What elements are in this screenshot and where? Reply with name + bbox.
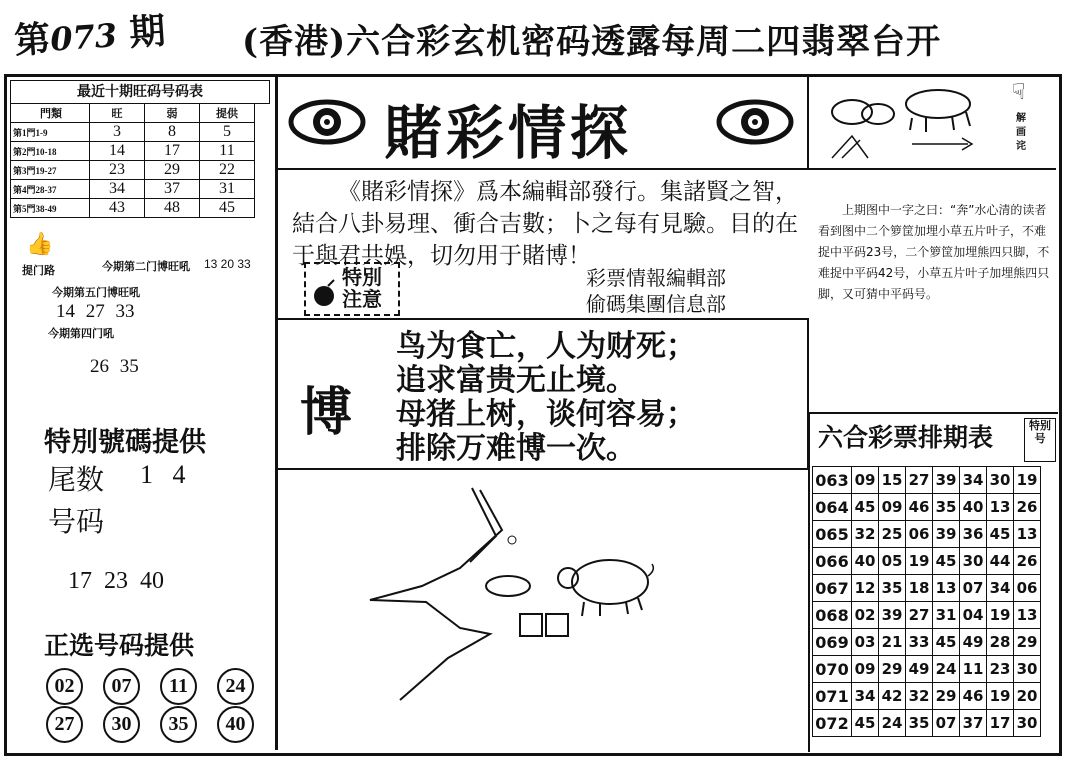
table-cell: 22 bbox=[200, 161, 255, 180]
number-cell: 32 bbox=[906, 683, 933, 710]
table-cell: 48 bbox=[145, 199, 200, 218]
number-cell: 30 bbox=[1014, 656, 1041, 683]
period-cell: 064 bbox=[813, 494, 852, 521]
period-cell: 067 bbox=[813, 575, 852, 602]
number-cell: 46 bbox=[906, 494, 933, 521]
issue-prefix: 第 bbox=[12, 17, 52, 63]
number-cell: 27 bbox=[906, 467, 933, 494]
table-cell: 第2門10-18 bbox=[11, 142, 90, 161]
number-cell: 19 bbox=[987, 602, 1014, 629]
table-row bbox=[11, 180, 255, 199]
poem-line: 排除万难博一次。 bbox=[396, 431, 636, 466]
table-row bbox=[11, 199, 255, 218]
number-cell: 06 bbox=[1014, 575, 1041, 602]
line3-label: 今期第四门吼 bbox=[48, 327, 114, 340]
table-row bbox=[11, 142, 255, 161]
schedule-title: 六合彩票排期表 bbox=[818, 423, 994, 452]
number-cell: 13 bbox=[1014, 521, 1041, 548]
main-number: 35 bbox=[160, 706, 197, 743]
poem-line: 追求富贵无止境。 bbox=[396, 363, 636, 398]
number-cell: 09 bbox=[852, 467, 879, 494]
number-cell: 28 bbox=[987, 629, 1014, 656]
number-cell: 26 bbox=[1014, 548, 1041, 575]
number-cell: 35 bbox=[906, 710, 933, 737]
bomb-icon bbox=[310, 278, 340, 308]
number-cell: 21 bbox=[879, 629, 906, 656]
number-cell: 39 bbox=[933, 521, 960, 548]
tail-numbers: 1 4 bbox=[140, 460, 186, 489]
number-cell: 04 bbox=[960, 602, 987, 629]
number-cell: 30 bbox=[1014, 710, 1041, 737]
number-cell: 03 bbox=[852, 629, 879, 656]
table-cell: 31 bbox=[200, 180, 255, 199]
main-number: 07 bbox=[103, 668, 140, 705]
number-cell: 17 bbox=[987, 710, 1014, 737]
main-number: 30 bbox=[103, 706, 140, 743]
dept-2: 偷碼集團信息部 bbox=[586, 292, 726, 316]
number-cell: 09 bbox=[852, 656, 879, 683]
hot-table-caption: 最近十期旺码号码表 bbox=[10, 80, 270, 104]
main-title: 正选号码提供 bbox=[44, 631, 195, 660]
period-cell: 068 bbox=[813, 602, 852, 629]
number-cell: 45 bbox=[852, 494, 879, 521]
table-header-row bbox=[11, 104, 255, 123]
riddle-illustration bbox=[812, 78, 992, 164]
hot-number-table bbox=[10, 103, 255, 218]
table-cell: 第4門28-37 bbox=[11, 180, 90, 199]
number-cell: 13 bbox=[1014, 602, 1041, 629]
number-cell: 29 bbox=[1014, 629, 1041, 656]
table-row bbox=[11, 161, 255, 180]
table-cell: 37 bbox=[145, 180, 200, 199]
number-cell: 11 bbox=[960, 656, 987, 683]
number-cell: 19 bbox=[906, 548, 933, 575]
number-cell: 40 bbox=[852, 548, 879, 575]
eye-icon bbox=[716, 96, 794, 148]
pointing-hand-icon: ☟ bbox=[1012, 80, 1026, 105]
number-cell: 35 bbox=[933, 494, 960, 521]
table-cell: 第5門38-49 bbox=[11, 199, 90, 218]
table-row bbox=[11, 123, 255, 142]
number-cell: 06 bbox=[906, 521, 933, 548]
tail-label: 尾数 bbox=[48, 463, 105, 496]
period-cell: 066 bbox=[813, 548, 852, 575]
issue-number: 073 bbox=[49, 16, 119, 59]
number-cell: 44 bbox=[987, 548, 1014, 575]
number-cell: 40 bbox=[960, 494, 987, 521]
table-cell: 8 bbox=[145, 123, 200, 142]
number-cell: 19 bbox=[987, 683, 1014, 710]
line2-label: 今期第五门博旺吼 bbox=[52, 286, 140, 299]
number-cell: 34 bbox=[960, 467, 987, 494]
line1-numbers: 13 20 33 bbox=[204, 257, 251, 271]
period-cell: 071 bbox=[813, 683, 852, 710]
table-row bbox=[813, 656, 1041, 683]
main-number: 40 bbox=[217, 706, 254, 743]
issue-suffix: 期 bbox=[127, 9, 167, 55]
number-cell: 45 bbox=[852, 710, 879, 737]
number-cell: 27 bbox=[906, 602, 933, 629]
number-cell: 45 bbox=[987, 521, 1014, 548]
number-cell: 49 bbox=[906, 656, 933, 683]
main-number: 11 bbox=[160, 668, 197, 705]
number-cell: 15 bbox=[879, 467, 906, 494]
table-row bbox=[813, 683, 1041, 710]
table-cell: 11 bbox=[200, 142, 255, 161]
poem bbox=[396, 330, 696, 466]
table-cell: 45 bbox=[200, 199, 255, 218]
column-header: 提供 bbox=[200, 104, 255, 123]
period-cell: 065 bbox=[813, 521, 852, 548]
number-cell: 12 bbox=[852, 575, 879, 602]
line3-numbers: 26 35 bbox=[90, 356, 139, 377]
number-cell: 37 bbox=[960, 710, 987, 737]
number-cell: 13 bbox=[987, 494, 1014, 521]
thumbs-up-icon: 👍 bbox=[26, 232, 54, 257]
table-cell: 3 bbox=[90, 123, 145, 142]
poem-line: 母猪上树，谈何容易； bbox=[396, 397, 696, 432]
hao-label: 号码 bbox=[48, 505, 105, 538]
number-cell: 29 bbox=[879, 656, 906, 683]
number-cell: 42 bbox=[879, 683, 906, 710]
number-cell: 30 bbox=[960, 548, 987, 575]
table-cell: 29 bbox=[145, 161, 200, 180]
main-numbers-row1 bbox=[46, 668, 276, 705]
number-cell: 39 bbox=[879, 602, 906, 629]
schedule-special-header: 特别号 bbox=[1024, 418, 1056, 462]
poem-line: 鸟为食亡，人为财死； bbox=[396, 329, 696, 364]
main-number: 24 bbox=[217, 668, 254, 705]
period-cell: 072 bbox=[813, 710, 852, 737]
number-cell: 45 bbox=[933, 629, 960, 656]
number-cell: 18 bbox=[906, 575, 933, 602]
number-cell: 26 bbox=[1014, 494, 1041, 521]
number-cell: 35 bbox=[879, 575, 906, 602]
table-cell: 23 bbox=[90, 161, 145, 180]
period-cell: 069 bbox=[813, 629, 852, 656]
number-cell: 20 bbox=[1014, 683, 1041, 710]
issue-label bbox=[12, 3, 167, 64]
main-number: 27 bbox=[46, 706, 83, 743]
table-row bbox=[813, 602, 1041, 629]
table-row bbox=[813, 575, 1041, 602]
bo-character: 博 bbox=[300, 382, 353, 443]
pig-tree-illustration bbox=[330, 478, 690, 718]
number-cell: 45 bbox=[933, 548, 960, 575]
page-title: (香港)六合彩玄机密码透露每周二四翡翠台开 bbox=[242, 22, 942, 62]
table-cell: 第3門19-27 bbox=[11, 161, 90, 180]
eye-icon bbox=[288, 96, 366, 148]
number-cell: 02 bbox=[852, 602, 879, 629]
table-cell: 34 bbox=[90, 180, 145, 199]
table-row bbox=[813, 710, 1041, 737]
table-cell: 43 bbox=[90, 199, 145, 218]
table-cell: 5 bbox=[200, 123, 255, 142]
number-cell: 30 bbox=[987, 467, 1014, 494]
number-cell: 24 bbox=[933, 656, 960, 683]
number-cell: 29 bbox=[933, 683, 960, 710]
number-cell: 07 bbox=[960, 575, 987, 602]
riddle-explanation: 上期图中一字之曰：“奔”水心清的读者看到图中二个箩筐加埋小草五片叶子，不难捉中平码23号，二个箩筐加埋熊四只脚，不难捉中平码42号，小草五片叶子加埋熊四只脚，又可猜中平码号。 bbox=[818, 203, 1050, 301]
table-row bbox=[813, 521, 1041, 548]
hao-numbers: 17 23 40 bbox=[68, 568, 164, 594]
special-title: 特別號碼提供 bbox=[44, 427, 206, 458]
number-cell: 07 bbox=[933, 710, 960, 737]
main-number: 02 bbox=[46, 668, 83, 705]
main-numbers-row2 bbox=[46, 706, 276, 743]
number-cell: 32 bbox=[852, 521, 879, 548]
number-cell: 34 bbox=[852, 683, 879, 710]
number-cell: 34 bbox=[987, 575, 1014, 602]
dept-1: 彩票情報編輯部 bbox=[586, 266, 726, 290]
number-cell: 39 bbox=[933, 467, 960, 494]
column-header: 門類 bbox=[11, 104, 90, 123]
table-cell: 17 bbox=[145, 142, 200, 161]
jie-label: 解画诧 bbox=[1016, 113, 1026, 152]
tip-label: 提门路 bbox=[22, 264, 55, 277]
number-cell: 25 bbox=[879, 521, 906, 548]
table-cell: 14 bbox=[90, 142, 145, 161]
notice-box bbox=[304, 262, 400, 316]
number-cell: 09 bbox=[879, 494, 906, 521]
intro-text: 《賭彩情探》爲本編輯部發行。集諸賢之智，結合八卦易理、衝合吉數；卜之每有見驗。目的在于與君共娛，切勿用于賭博！ bbox=[292, 179, 798, 269]
number-cell: 24 bbox=[879, 710, 906, 737]
number-cell: 33 bbox=[906, 629, 933, 656]
schedule-table bbox=[812, 466, 1041, 737]
number-cell: 36 bbox=[960, 521, 987, 548]
column-header: 弱 bbox=[145, 104, 200, 123]
table-cell: 第1門1-9 bbox=[11, 123, 90, 142]
number-cell: 23 bbox=[987, 656, 1014, 683]
number-cell: 31 bbox=[933, 602, 960, 629]
number-cell: 46 bbox=[960, 683, 987, 710]
column-header: 旺 bbox=[90, 104, 145, 123]
table-row bbox=[813, 548, 1041, 575]
table-row bbox=[813, 494, 1041, 521]
number-cell: 05 bbox=[879, 548, 906, 575]
line2-numbers: 14 27 33 bbox=[56, 301, 135, 322]
number-cell: 19 bbox=[1014, 467, 1041, 494]
line1-label: 今期第二门博旺吼 bbox=[102, 260, 190, 273]
table-row bbox=[813, 467, 1041, 494]
period-cell: 063 bbox=[813, 467, 852, 494]
table-row bbox=[813, 629, 1041, 656]
notice-text: 特別注意 bbox=[342, 265, 382, 311]
banner-title: 賭彩情探 bbox=[384, 99, 633, 167]
period-cell: 070 bbox=[813, 656, 852, 683]
number-cell: 49 bbox=[960, 629, 987, 656]
number-cell: 13 bbox=[933, 575, 960, 602]
